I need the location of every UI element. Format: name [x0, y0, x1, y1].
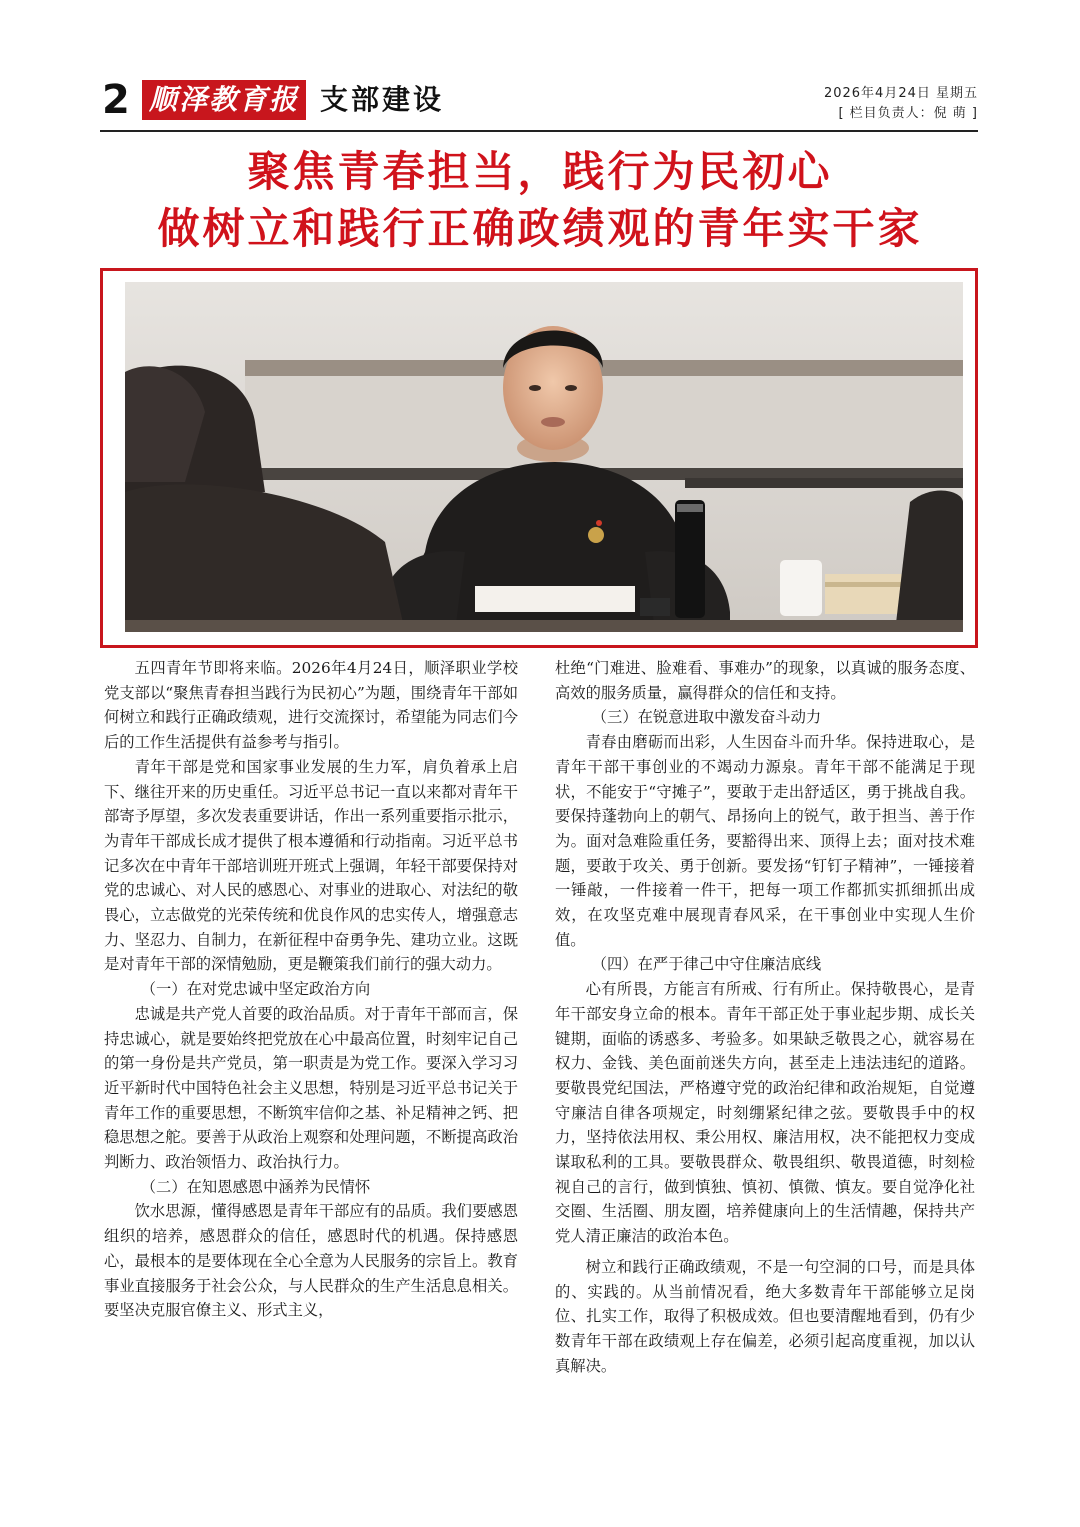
article-column-right — [555, 656, 975, 1378]
subsection-heading: （一）在对党忠诚中坚定政治方向 — [140, 980, 371, 999]
speaker-photo — [125, 282, 963, 632]
article-paragraph: 饮水思源，懂得感恩是青年干部应有的品质。我们要感恩组织的培养，感恩群众的信任，感恩时代的机遇。保持感恩心，最根本的是要体现在全心全意为人民服务的宗旨上。教育事业直接服务于社会公众，与人民群众的生产生活息息相关。要坚决克服官僚主义、形式主义， — [104, 1202, 518, 1320]
article-column-left — [104, 656, 518, 1323]
subsection-heading: （二）在知恩感恩中涵养为民情怀 — [140, 1177, 371, 1196]
article-paragraph: 忠诚是共产党人首要的政治品质。对于青年干部而言，保持忠诚心，就是要始终把党放在心中最高位置，时刻牢记自己的第一身份是共产党员，第一职责是为党工作。要深入学习习近平新时代中国特色社会主义思想，特别是习近平总书记关于青年工作的重要思想，不断筑牢信仰之基、补足精神之钙、把稳思想之舵。要善于从政治上观察和处理问题，不断提高政治判断力、政治领悟力、政治执行力。 — [104, 1004, 518, 1172]
column-editor: [ 栏目负责人：倪 萌 ] — [838, 106, 978, 121]
section-title: 支部建设 — [320, 83, 445, 116]
newspaper-logo: 顺泽教育报 — [142, 80, 306, 120]
headline-line-2: 做树立和践行正确政绩观的青年实干家 — [157, 204, 923, 253]
article-paragraph: 青春由磨砺而出彩，人生因奋斗而升华。保持进取心，是青年干部干事创业的不竭动力源泉。青年干部不能满足于现状，不能安于“守摊子”，要敢于走出舒适区，勇于挑战自我。要保持蓬勃向上的朝气、昂扬向上的锐气，敢于担当、善于作为。面对急难险重任务，要豁得出来、顶得上去；面对技术难题，要敢于攻关、勇于创新。要发扬“钉钉子精神”，一锤接着一锤敲，一件接着一件干，把每一项工作都抓实抓细抓出成效，在攻坚克难中展现青春风采，在干事创业中实现人生价值。 — [555, 733, 975, 949]
article-paragraph: 树立和践行正确政绩观，不是一句空洞的口号，而是具体的、实践的。从当前情况看，绝大多数青年干部能够立足岗位、扎实工作，取得了积极成效。但也要清醒地看到，仍有少数青年干部在政绩观上存在偏差，必须引起高度重视，加以认真解决。 — [555, 1257, 975, 1375]
article-paragraph: 心有所畏，方能言有所戒、行有所止。保持敬畏心，是青年干部安身立命的根本。青年干部正处于事业起步期、成长关键期，面临的诱惑多、考验多。如果缺乏敬畏之心，就容易在权力、金钱、美色面前迷失方向，甚至走上违法违纪的道路。要敬畏党纪国法，严格遵守党的政治纪律和政治规矩，自觉遵守廉洁自律各项规定，时刻绷紧纪律之弦。要敬畏手中的权力，坚持依法用权、秉公用权、廉洁用权，决不能把权力变成谋取私利的工具。要敬畏群众、敬畏组织、敬畏道德，时刻检视自己的言行，做到慎独、慎初、慎微、慎友。要自觉净化社交圈、生活圈、朋友圈，培养健康向上的生活情趣，保持共产党人清正廉洁的政治本色。 — [555, 980, 975, 1246]
masthead — [100, 76, 978, 128]
page-number: 2 — [102, 77, 130, 123]
subsection-heading: （四）在严于律己中守住廉洁底线 — [591, 955, 822, 974]
article-paragraph: 五四青年节即将来临。2026年4月24日，顺泽职业学校党支部以“聚焦青春担当践行为民初心”为题，围绕青年干部如何树立和践行正确政绩观，进行交流探讨，希望能为同志们今后的工作生活提供有益参考与指引。 — [104, 659, 518, 752]
header-rule — [100, 130, 978, 132]
article-paragraph: 青年干部是党和国家事业发展的生力军，肩负着承上启下、继往开来的历史重任。习近平总书记一直以来都对青年干部寄予厚望，多次发表重要讲话，作出一系列重要指示批示，为青年干部成长成才提供了根本遵循和行动指南。习近平总书记多次在中青年干部培训班开班式上强调，年轻干部要保持对党的忠诚心、对人民的感恩心、对事业的进取心、对法纪的敬畏心，立志做党的光荣传统和优良作风的忠实传人，增强意志力、坚忍力、自制力，在新征程中奋勇争先、建功立业。这既是对青年干部的深情勉励，更是鞭策我们前行的强大动力。 — [104, 757, 518, 974]
article-paragraph-continued: 杜绝“门难进、脸难看、事难办”的现象，以真诚的服务态度、高效的服务质量，赢得群众的信任和支持。 — [555, 659, 975, 702]
issue-date: 2026年4月24日 星期五 — [823, 86, 978, 101]
subsection-heading: （三）在锐意进取中激发奋斗动力 — [591, 708, 822, 727]
headline-line-1: 聚焦青春担当，践行为民初心 — [247, 147, 833, 196]
photo-frame — [100, 268, 978, 648]
